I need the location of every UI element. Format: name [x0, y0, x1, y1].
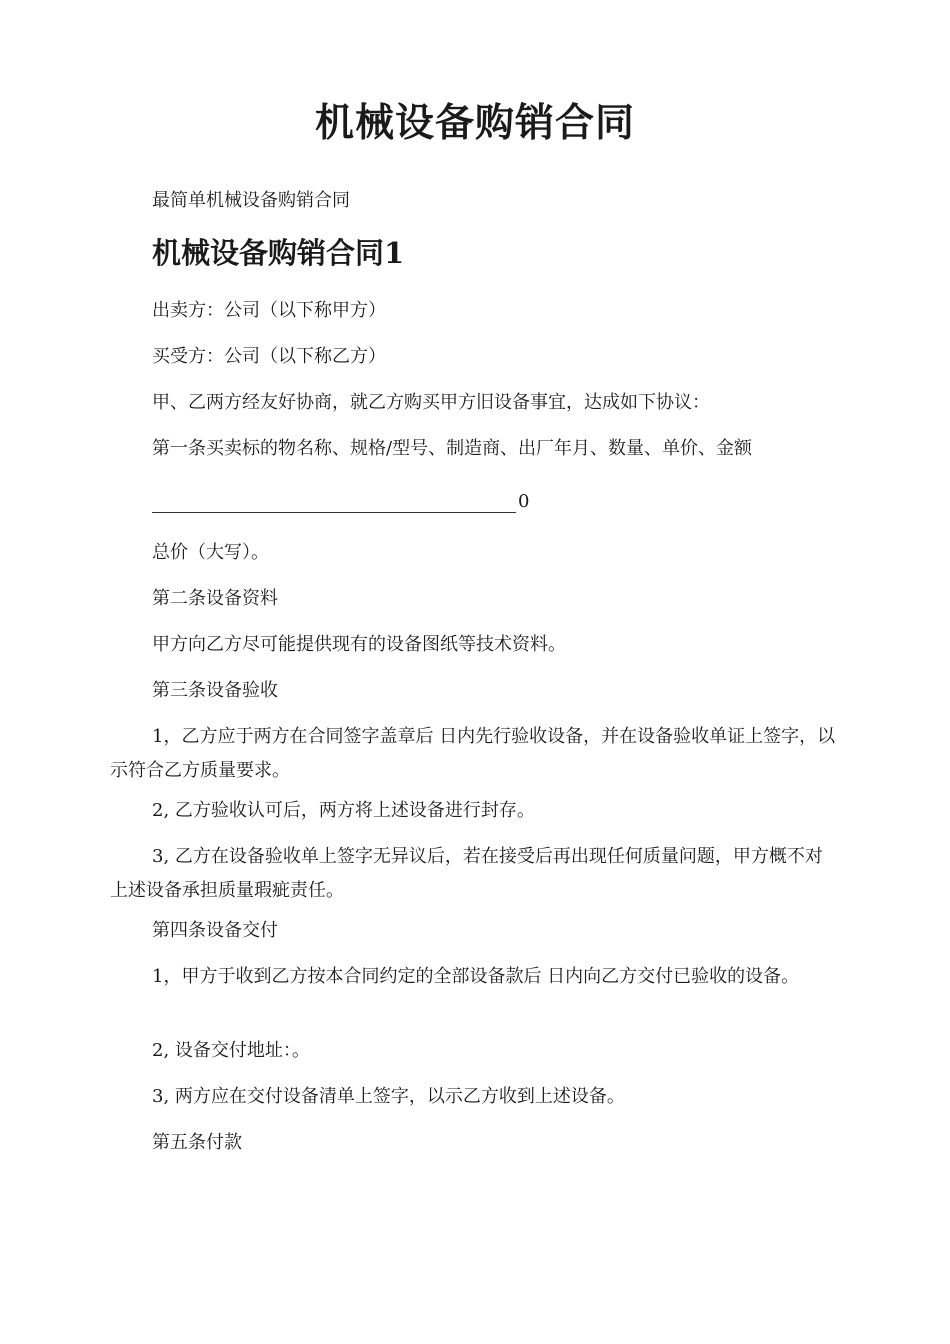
article-3-paragraph-3: 3, 乙方在设备验收单上签字无异议后，若在接受后再出现任何质量问题，甲方概不对上述设备承担质量瑕疵责任。	[110, 846, 823, 901]
article-3-paragraph-1: 1，乙方应于两方在合同签字盖章后 日内先行验收设备，并在设备验收单证上签字，以示符合乙方质量要求。	[110, 726, 836, 781]
document-title: 机械设备购销合同	[314, 101, 635, 146]
article-4-heading: 第四条设备交付	[152, 920, 278, 941]
article-1-heading: 第一条买卖标的物名称、规格/型号、制造商、出厂年月、数量、单价、金额	[152, 438, 753, 459]
contract-heading: 机械设备购销合同1	[152, 236, 405, 270]
seller-line: 出卖方：公司（以下称甲方）	[152, 300, 386, 321]
buyer-line: 买受方：公司（以下称乙方）	[152, 346, 386, 367]
fill-in-blank	[152, 487, 529, 513]
document-subtitle: 最简单机械设备购销合同	[152, 190, 350, 211]
blank-tail: 0	[518, 491, 530, 512]
article-2-paragraph-1: 甲方向乙方尽可能提供现有的设备图纸等技术资料。	[152, 634, 566, 655]
article-3-paragraph-2: 2, 乙方验收认可后，两方将上述设备进行封存。	[152, 800, 535, 821]
article-4-paragraph-3: 3, 两方应在交付设备清单上签字，以示乙方收到上述设备。	[152, 1086, 625, 1107]
article-4-paragraph-1: 1，甲方于收到乙方按本合同约定的全部设备款后 日内向乙方交付已验收的设备。	[152, 966, 800, 987]
blank-line	[152, 492, 516, 513]
article-4-paragraph-2: 2, 设备交付地址：。	[152, 1040, 310, 1061]
article-5-heading: 第五条付款	[152, 1132, 242, 1153]
article-3-heading: 第三条设备验收	[152, 680, 278, 701]
total-price-line: 总价（大写）。	[152, 542, 269, 563]
intro-paragraph: 甲、乙两方经友好协商，就乙方购买甲方旧设备事宜，达成如下协议：	[152, 392, 710, 413]
article-2-heading: 第二条设备资料	[152, 588, 278, 609]
